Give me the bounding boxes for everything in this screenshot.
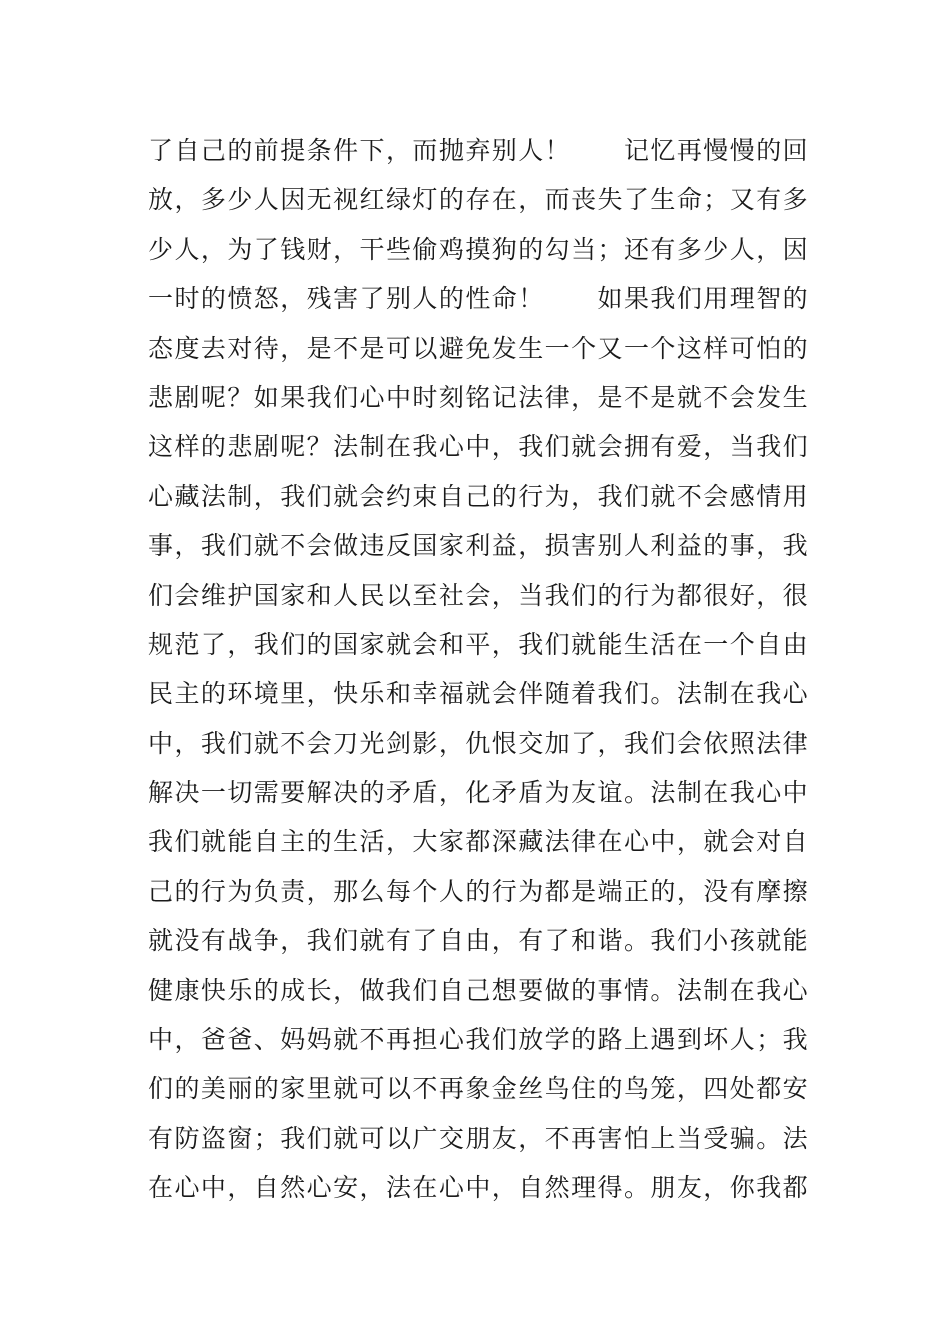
text-line: 心藏法制，我们就会约束自己的行为，我们就不会感情用 <box>148 481 808 511</box>
text-line: 解决一切需要解决的矛盾，化矛盾为友谊。法制在我心中 <box>148 778 808 808</box>
text-line: 己的行为负责，那么每个人的行为都是端正的，没有摩擦 <box>148 876 808 906</box>
text-line: 有防盗窗；我们就可以广交朋友，不再害怕上当受骗。法 <box>148 1123 808 1153</box>
text-line: 健康快乐的成长，做我们自己想要做的事情。法制在我心 <box>148 975 808 1005</box>
text-line: 民主的环境里，快乐和幸福就会伴随着我们。法制在我心 <box>148 679 808 709</box>
body-text <box>148 126 808 1213</box>
text-line: 中，爸爸、妈妈就不再担心我们放学的路上遇到坏人；我 <box>148 1025 808 1055</box>
text-line: 在心中，自然心安，法在心中，自然理得。朋友，你我都 <box>148 1173 808 1203</box>
text-line: 少人，为了钱财，干些偷鸡摸狗的勾当；还有多少人，因 <box>148 234 808 264</box>
text-line: 态度去对待，是不是可以避免发生一个又一个这样可怕的 <box>148 333 808 363</box>
text-line: 规范了，我们的国家就会和平，我们就能生活在一个自由 <box>148 629 808 659</box>
text-line: 事，我们就不会做违反国家利益，损害别人利益的事，我 <box>148 531 808 561</box>
text-line: 就没有战争，我们就有了自由，有了和谐。我们小孩就能 <box>148 926 808 956</box>
text-line: 们会维护国家和人民以至社会，当我们的行为都很好，很 <box>148 580 808 610</box>
text-line: 一时的愤怒，残害了别人的性命！ 如果我们用理智的 <box>148 284 808 314</box>
text-line: 我们就能自主的生活，大家都深藏法律在心中，就会对自 <box>148 827 808 857</box>
text-line: 了自己的前提条件下，而抛弃别人！ 记忆再慢慢的回 <box>148 136 808 165</box>
text-line: 们的美丽的家里就可以不再象金丝鸟住的鸟笼，四处都安 <box>148 1074 808 1104</box>
text-line: 放，多少人因无视红绿灯的存在，而丧失了生命；又有多 <box>148 185 808 215</box>
text-line: 中，我们就不会刀光剑影，仇恨交加了，我们会依照法律 <box>148 728 808 758</box>
text-line: 这样的悲剧呢？法制在我心中，我们就会拥有爱，当我们 <box>148 432 808 462</box>
text-line: 悲剧呢？如果我们心中时刻铭记法律，是不是就不会发生 <box>148 382 808 412</box>
